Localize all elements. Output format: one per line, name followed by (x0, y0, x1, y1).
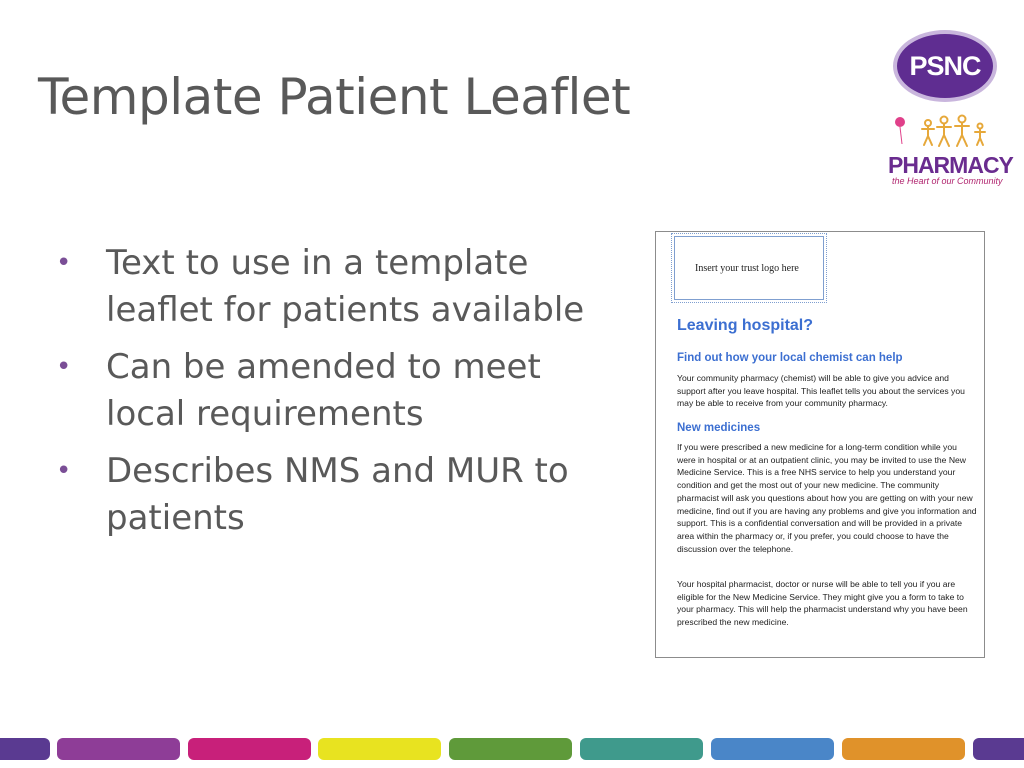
leaflet-paragraph: Your community pharmacy (chemist) will be able to give you advice and support after you leave hospital. This leaflet tells you about the services you may be able to receive from your community pharmacy. (677, 373, 965, 409)
footer-color-bar (57, 738, 180, 760)
pharmacy-logo-text: PHARMACY (888, 152, 1013, 178)
slide-title: Template Patient Leaflet (38, 68, 631, 126)
bullet-dot-icon: • (56, 352, 72, 382)
footer-color-bar (318, 738, 441, 760)
bullet-dot-icon: • (56, 248, 72, 278)
bullet-item (50, 240, 630, 334)
bullet-text: Text to use in a template leaflet for patients available (106, 243, 585, 330)
leaflet-preview (655, 231, 985, 658)
leaflet-heading: Find out how your local chemist can help (677, 352, 903, 364)
bullet-text: Describes NMS and MUR to patients (106, 451, 569, 538)
bullet-list (50, 240, 630, 552)
psnc-logo-text: PSNC (909, 50, 981, 81)
bullet-dot-icon: • (56, 456, 72, 486)
leaflet-paragraph: Your hospital pharmacist, doctor or nurse will be able to tell you if you are eligible for the New Medicine Service. They might give you a form to take to your pharmacy. This will help the pharmacist understand why you have been prescribed the new medicine. (677, 579, 968, 628)
bullet-item (50, 344, 630, 438)
psnc-logo (893, 30, 997, 102)
family-figures-icon (886, 114, 1012, 148)
bullet-text: Can be amended to meet local requirements (106, 347, 541, 434)
footer-color-bars (0, 738, 1024, 760)
trust-logo-placeholder-text: Insert your trust logo here (695, 263, 799, 274)
footer-color-bar (842, 738, 965, 760)
footer-color-bar (973, 738, 1024, 760)
bullet-item (50, 448, 630, 542)
footer-color-bar (188, 738, 311, 760)
leaflet-title: Leaving hospital? (677, 317, 814, 334)
pharmacy-logo (886, 114, 1012, 188)
trust-logo-placeholder (674, 236, 824, 300)
footer-color-bar (449, 738, 572, 760)
leaflet-paragraph: If you were prescribed a new medicine for a long-term condition while you were in hospital or at an outpatient clinic, you may be invited to use the New Medicine Service. This is a free NHS service to help you understand your condition and get the most out of your new medicine. The community pharmacist will ask you questions about how you are getting on with your new medicine, find out if you are having any problems and give you information and support. This is a confidential conversation and will be provided in a private area within the pharmacy or, if you prefer, you could choose to have the discussion over the telephone. (677, 442, 977, 554)
leaflet-heading: New medicines (677, 422, 761, 434)
footer-color-bar (711, 738, 834, 760)
footer-color-bar (580, 738, 703, 760)
footer-color-bar (0, 738, 50, 760)
pharmacy-tagline: the Heart of our Community (892, 176, 1003, 186)
